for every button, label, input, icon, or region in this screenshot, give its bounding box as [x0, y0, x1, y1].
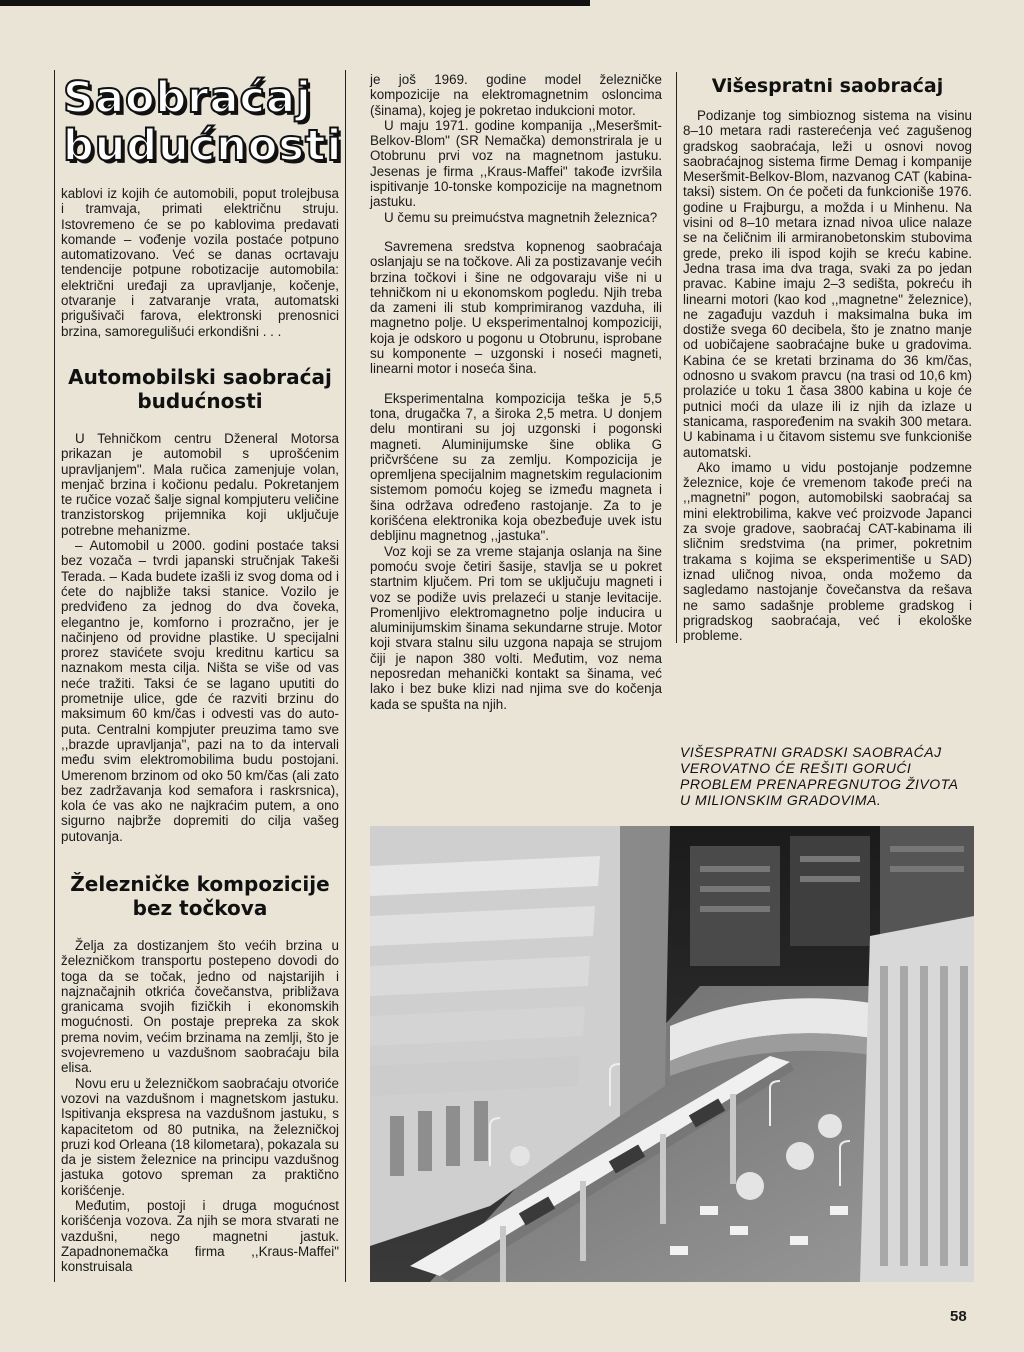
- city-model-photo: [370, 826, 974, 1282]
- section-heading-multilevel: Višespratni saobraćaj: [711, 75, 944, 97]
- paragraph: U čemu su preimućstva magnetnih železnica?: [384, 209, 658, 225]
- title-line-2: budućnosti: [63, 121, 343, 171]
- paragraph: Podizanje tog simbioznog sistema na visinu 8–10 metara radi rasterećenja već zagušenog gradskog saobraćaja, leži u osnovi novog saobraćajnog sistema firme Demag i kompanije Meseršmit-Belkov-Blom, nazvanog CAT (kabina-taksi) sistem. On će početi da funkcioniše 1976. godine u Frajburgu, a možda i u Minhenu. Na visini od 8–10 metara iznad nivoa ulice nalaze se na čeličnim ili armiranobetonskim stubovima grede, preko ili ispod kojih se kreću kabine. Jedna trasa ima dva traga, svaki za po jedan pravac. Kabine imaju 2–3 sedišta, pokreću ih linearni motori (kao kod ,,magnetne" železnice), ne zagađuju vazduh i maksimalna buka im dostiže svega 60 decibela, što je znatno manje od uobičajene saobraćajne buke u gradovima. Kabina će se kretati brzinama do 36 km/čas, odnosno u svakom pravcu (na trasi od 10,6 km) prolaziće u toku 1 časa 3800 kabina u koje će putnici moći da ulaze ili iz njih da izlaze u stanicama, raspoređenim na svakih 300 metara. U kabinama i u čitavom sistemu sve funkcioniše automatski.: [683, 108, 972, 460]
- paragraph: Ako imamo u vidu postojanje podzemne železnice, koje će vremenom takođe preći na ,,magnetni" pogon, automobilski saobraćaj sa mini elektrobilima, kakve već proizvode Japanci za svoje gradove, saobraćaj CAT-kabinama ili sličnim sredstvima (na primer, pokretnim trakama s kojima se eksperimentiše u SAD) iznad uličnog nivoa, onda možemo da sagledamo nastojanje čovečanstva da rešava ne samo sadašnje probleme gradskog i prigradskog saobraćaja, već i ekološke probleme.: [683, 459, 972, 644]
- paragraph: je još 1969. godine model železničke kompozicije na elektromagnetnim osloncima (šinama), kojeg je pokretao indukcioni motor.: [370, 72, 662, 118]
- paragraph: Savremena sredstva kopnenog saobraćaja oslanjaju se na točkove. Ali za postizavanje većih brzina točkovi i šine ne odgovaraju više ni u tehničkom ni u ekonomskom pogledu. Njih treba da zameni ili stub komprimiranog vazduha, ili magnetno polje. U eksperimentalnoj kompoziciji, koja je odskoro u pogonu u Otobrunu, isprobane su komponente – uzgonski i noseći magneti, linearni motor i noseća šina.: [370, 238, 662, 377]
- title-line-1: Saobraćaj: [63, 73, 312, 123]
- top-rule: [0, 0, 590, 6]
- paragraph: Međutim, postoji i druga mogućnost korišćenja vozova. Za njih se mora stvarati ne vazdušni, nego magnetni jastuk. Zapadnonemačka firma ,,Kraus-Maffei" konstruisala: [61, 1198, 339, 1275]
- paragraph: Želja za dostizanjem što većih brzina u železničkom transportu postepeno dovodi do toga da se točak, jedno od najstarijih i najznačajnih otkrića čovečanstva, približava granicama svojih fizičkih i ekonomskih mogućnosti. On postaje prepreka za skok prema novim, većim brzinama na zemlji, što je svojevremeno u vazdušnom saobraćaju bila elisa.: [61, 937, 339, 1076]
- section-heading-automobile: Automobilski saobraćaj budućnosti: [68, 364, 332, 413]
- paragraph: Eksperimentalna kompozicija teška je 5,5 tona, drugačka 7, a široka 2,5 metra. U donjem delu montirani su joj uzgonski i pogonski magneti. Aluminijumske šine oblika G pričvršćene su za zemlju. Kompozicija je opremljena specijalnim magnetskim regulacionim sistemom pomoću kojeg se između magneta i šina održava određeno rastojanje. Za to je korišćena elektronika koja obezbeđuje uvek istu debljinu magnetnog ,,jastuka".: [370, 390, 662, 544]
- paragraph: – Automobil u 2000. godini postaće taksi bez vozača – tvrdi japanski stručnjak Takeši Terada. – Kada budete izašli iz svog doma od i ćete do najbliže taksi stanice. Vozilo je predviđeno za jednog do dva čoveka, elegantno je, komforno i prozračno, jer je načinjeno od providne plastike. U specijalni prorez stavićete svoju kreditnu karticu sa naznakom mesta cilja. Ništa se više od vas neće tražiti. Taksi će se lagano uputiti do prometnije ulice, gde će razviti brzinu do maksimum 60 km/čas i odvesti vas do auto-puta. Centralni kompjuter preuzima tamo sve ,,brazde upravljanja", pazi na to da intervali među svim elektromobilima budu postojani. Umerenom brzinom od oko 50 km/čas (ali zato bez zadržavanja kod semafora i raskrsnica), kola će vas ako ne najkraćim putem, a ono sigurno najbrže dopremiti do cilja vašeg putovanja.: [61, 538, 339, 844]
- page-number: 58: [950, 1308, 967, 1325]
- paragraph: Novu eru u železničkom saobraćaju otvoriće vozovi na vazdušnom i magnetskom jastuku. Ispitivanja ekspresa na vazdušnom jastuku, s kapacitetom od 80 putnika, na železničkoj pruzi kod Orleana (18 kilometara), pokazala su da je sistem železnice na principu vazdušnog jastuka gotovo spreman za praktično korišćenje.: [61, 1075, 339, 1198]
- paragraph: U maju 1971. godine kompanija ,,Meseršmit-Belkov-Blom" (SR Nemačka) demonstrirala je u Otobrunu prvi voz na magnetnom jastuku. Jesenas je firma ,,Kraus-Maffei" takođe izvršila ispitivanje 10-tonske kompozicije na magnetnom jastuku.: [370, 117, 662, 210]
- column-middle: [370, 72, 662, 712]
- photo-caption: VIŠESPRATNI GRADSKI SAOBRAĆAJ VEROVATNO ĆE REŠITI GORUĆI PROBLEM PRENAPREGNUTOG ŽIVOTA U MILIONSKIM GRADOVIMA.: [680, 744, 958, 808]
- intro-paragraph: kablovi iz kojih će automobili, poput trolejbusa i tramvaja, primati električnu struju. Istovremeno će se po kablovima predavati komande – vođenje vozila postaće potpuno automatizovano. Već se danas ocrtavaju tendencije potpune robotizacije automobila: električni uređaji za upravljanje, kočenje, otvaranje i zatvaranje vrata, automatski prigušivači farova, elektronski prenosnici brzina, samoregulišući erkondišni . . .: [61, 186, 339, 339]
- city-model-illustration: [370, 826, 974, 1282]
- paragraph: U Tehničkom centru Dženeral Motorsa prikazan je automobil s uprošćenim upravljanjem". Mala ručica zamenjuje volan, menjač brzina i kočionu pedalu. Pokretanjem te ručice vozač šalje signal kompjuteru veličine tranzistorskog prijemnika koji uključuje potrebne mehanizme.: [61, 430, 339, 538]
- article-title: [61, 73, 343, 171]
- section-heading-trains: Železničke kompozicije bez točkova: [70, 871, 330, 920]
- column-left: [54, 70, 346, 1282]
- paragraph: Voz koji se za vreme stajanja oslanja na šine pomoću svoje četiri šasije, stavlja se u pokret startnim ključem. Pri tom se uključuju magneti i voz se podiže uvis prelazeći u stanje levitacije. Promenljivo elektromagnetno polje inducira u aluminijumskim šinama sekundarne struje. Motor koji stvara stalnu silu uzgona napaja se strujom čiji je napon 380 volti. Međutim, voz nema neposredan mehanički kontakt sa šinama, već lako i bez buke klizi nad njima sve do kočenja kada se spušta na njih.: [370, 543, 662, 712]
- column-right: [676, 72, 972, 643]
